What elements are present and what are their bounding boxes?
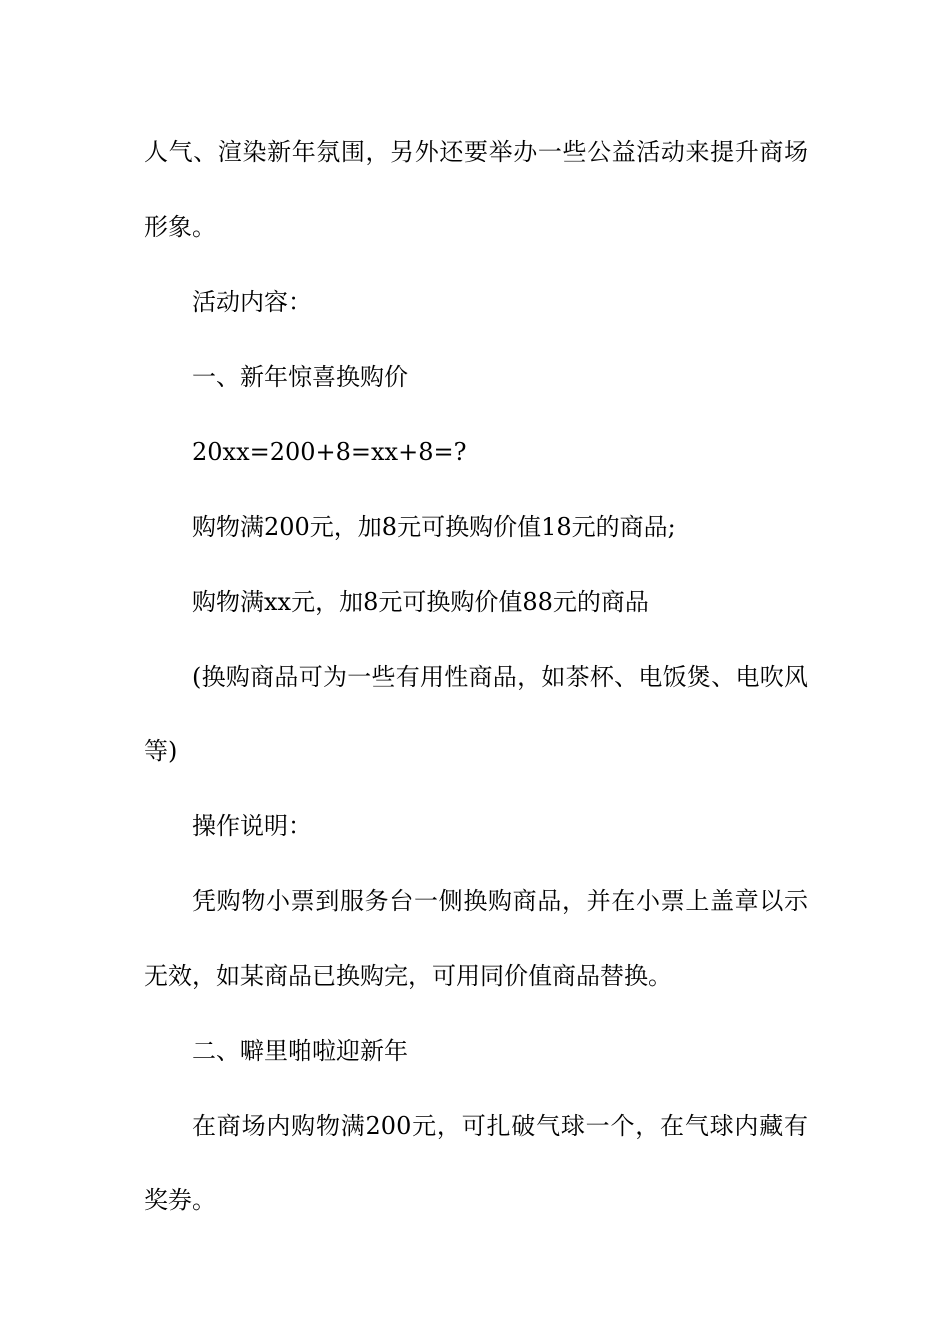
- paragraph-line: 奖券。: [144, 1186, 216, 1214]
- paragraph-line: 等): [144, 737, 178, 765]
- paragraph-line: 人气、渲染新年氛围，另外还要举办一些公益活动来提升商场: [144, 138, 808, 166]
- paragraph-line: 在商场内购物满200元，可扎破气球一个，在气球内藏有: [192, 1112, 808, 1140]
- paragraph-line: 凭购物小票到服务台一侧换购商品，并在小票上盖章以示: [192, 887, 808, 915]
- paragraph-line: 购物满200元，加8元可换购价值18元的商品;: [192, 513, 676, 541]
- section-heading: 二、噼里啪啦迎新年: [192, 1037, 408, 1065]
- section-heading: 一、新年惊喜换购价: [192, 363, 408, 391]
- paragraph-line: 形象。: [144, 213, 216, 241]
- formula-line: 20xx=200+8=xx+8=?: [192, 438, 467, 466]
- section-label: 操作说明：: [192, 812, 312, 840]
- paragraph-line: (换购商品可为一些有用性商品，如茶杯、电饭煲、电吹风: [192, 663, 808, 691]
- paragraph-line: 无效，如某商品已换购完，可用同价值商品替换。: [144, 962, 672, 990]
- section-label: 活动内容：: [192, 288, 312, 316]
- paragraph-line: 购物满xx元，加8元可换购价值88元的商品: [192, 588, 649, 616]
